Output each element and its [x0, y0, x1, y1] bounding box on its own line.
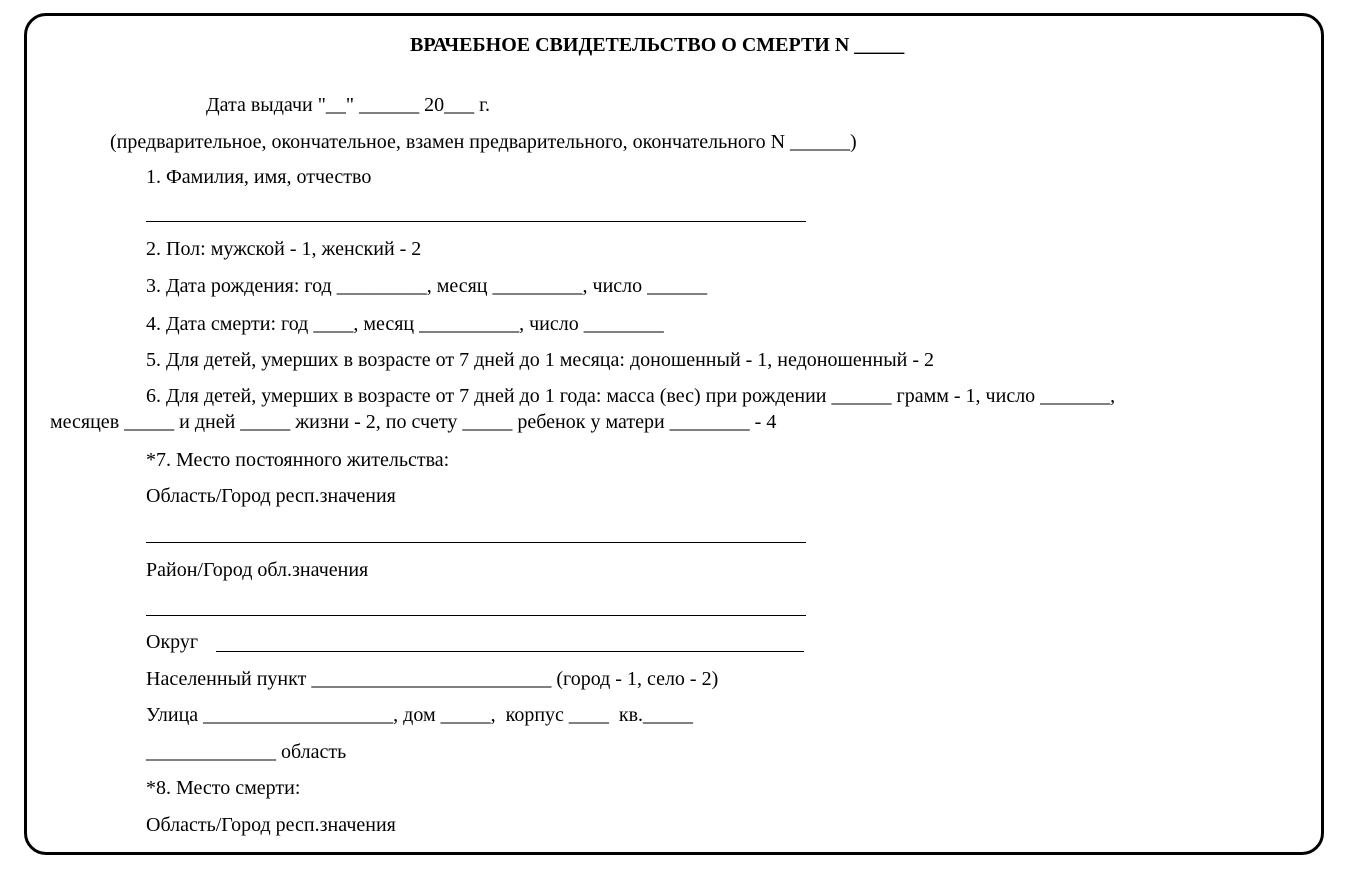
field-death-place-region-label: Область/Город респ.значения: [146, 814, 396, 836]
form-title: ВРАЧЕБНОЕ СВИДЕТЕЛЬСТВО О СМЕРТИ N _____: [410, 34, 905, 56]
field-infant-line1: 6. Для детей, умерших в возрасте от 7 дней до 1 года: масса (вес) при рождении ______ грамм - 1, число _______,: [146, 385, 1116, 407]
field-residence-district-label: Район/Город обл.значения: [146, 559, 369, 581]
field-residence-okrug-label: Округ: [146, 631, 199, 653]
field-birth-date: 3. Дата рождения: год _________, месяц _________, число ______: [146, 275, 708, 297]
field-residence-region-label: Область/Город респ.значения: [146, 485, 396, 507]
field-residence-heading: *7. Место постоянного жительства:: [146, 449, 450, 471]
field-residence-okrug-line: [216, 651, 804, 652]
issue-date-line: Дата выдачи "__" ______ 20___ г.: [206, 94, 491, 116]
field-residence-settlement: Населенный пункт ________________________ (город - 1, село - 2): [146, 668, 719, 690]
field-sex: 2. Пол: мужской - 1, женский - 2: [146, 238, 422, 260]
field-residence-oblast: _____________ область: [146, 741, 347, 763]
field-death-date: 4. Дата смерти: год ____, месяц __________, число ________: [146, 313, 664, 335]
field-infant-line2: месяцев _____ и дней _____ жизни - 2, по счету _____ ребенок у матери ________ - 4: [50, 411, 777, 433]
field-residence-region-line: [146, 542, 806, 543]
field-full-name-label: 1. Фамилия, имя, отчество: [146, 166, 372, 188]
field-full-name-line: [146, 221, 806, 222]
field-death-place-heading: *8. Место смерти:: [146, 777, 301, 799]
field-residence-district-line: [146, 615, 806, 616]
field-newborn-term: 5. Для детей, умерших в возрасте от 7 дней до 1 месяца: доношенный - 1, недоношенный - 2: [146, 349, 934, 371]
field-residence-street: Улица ___________________, дом _____, корпус ____ кв._____: [146, 704, 694, 726]
status-note-line: (предварительное, окончательное, взамен предварительного, окончательного N ______): [110, 131, 857, 153]
